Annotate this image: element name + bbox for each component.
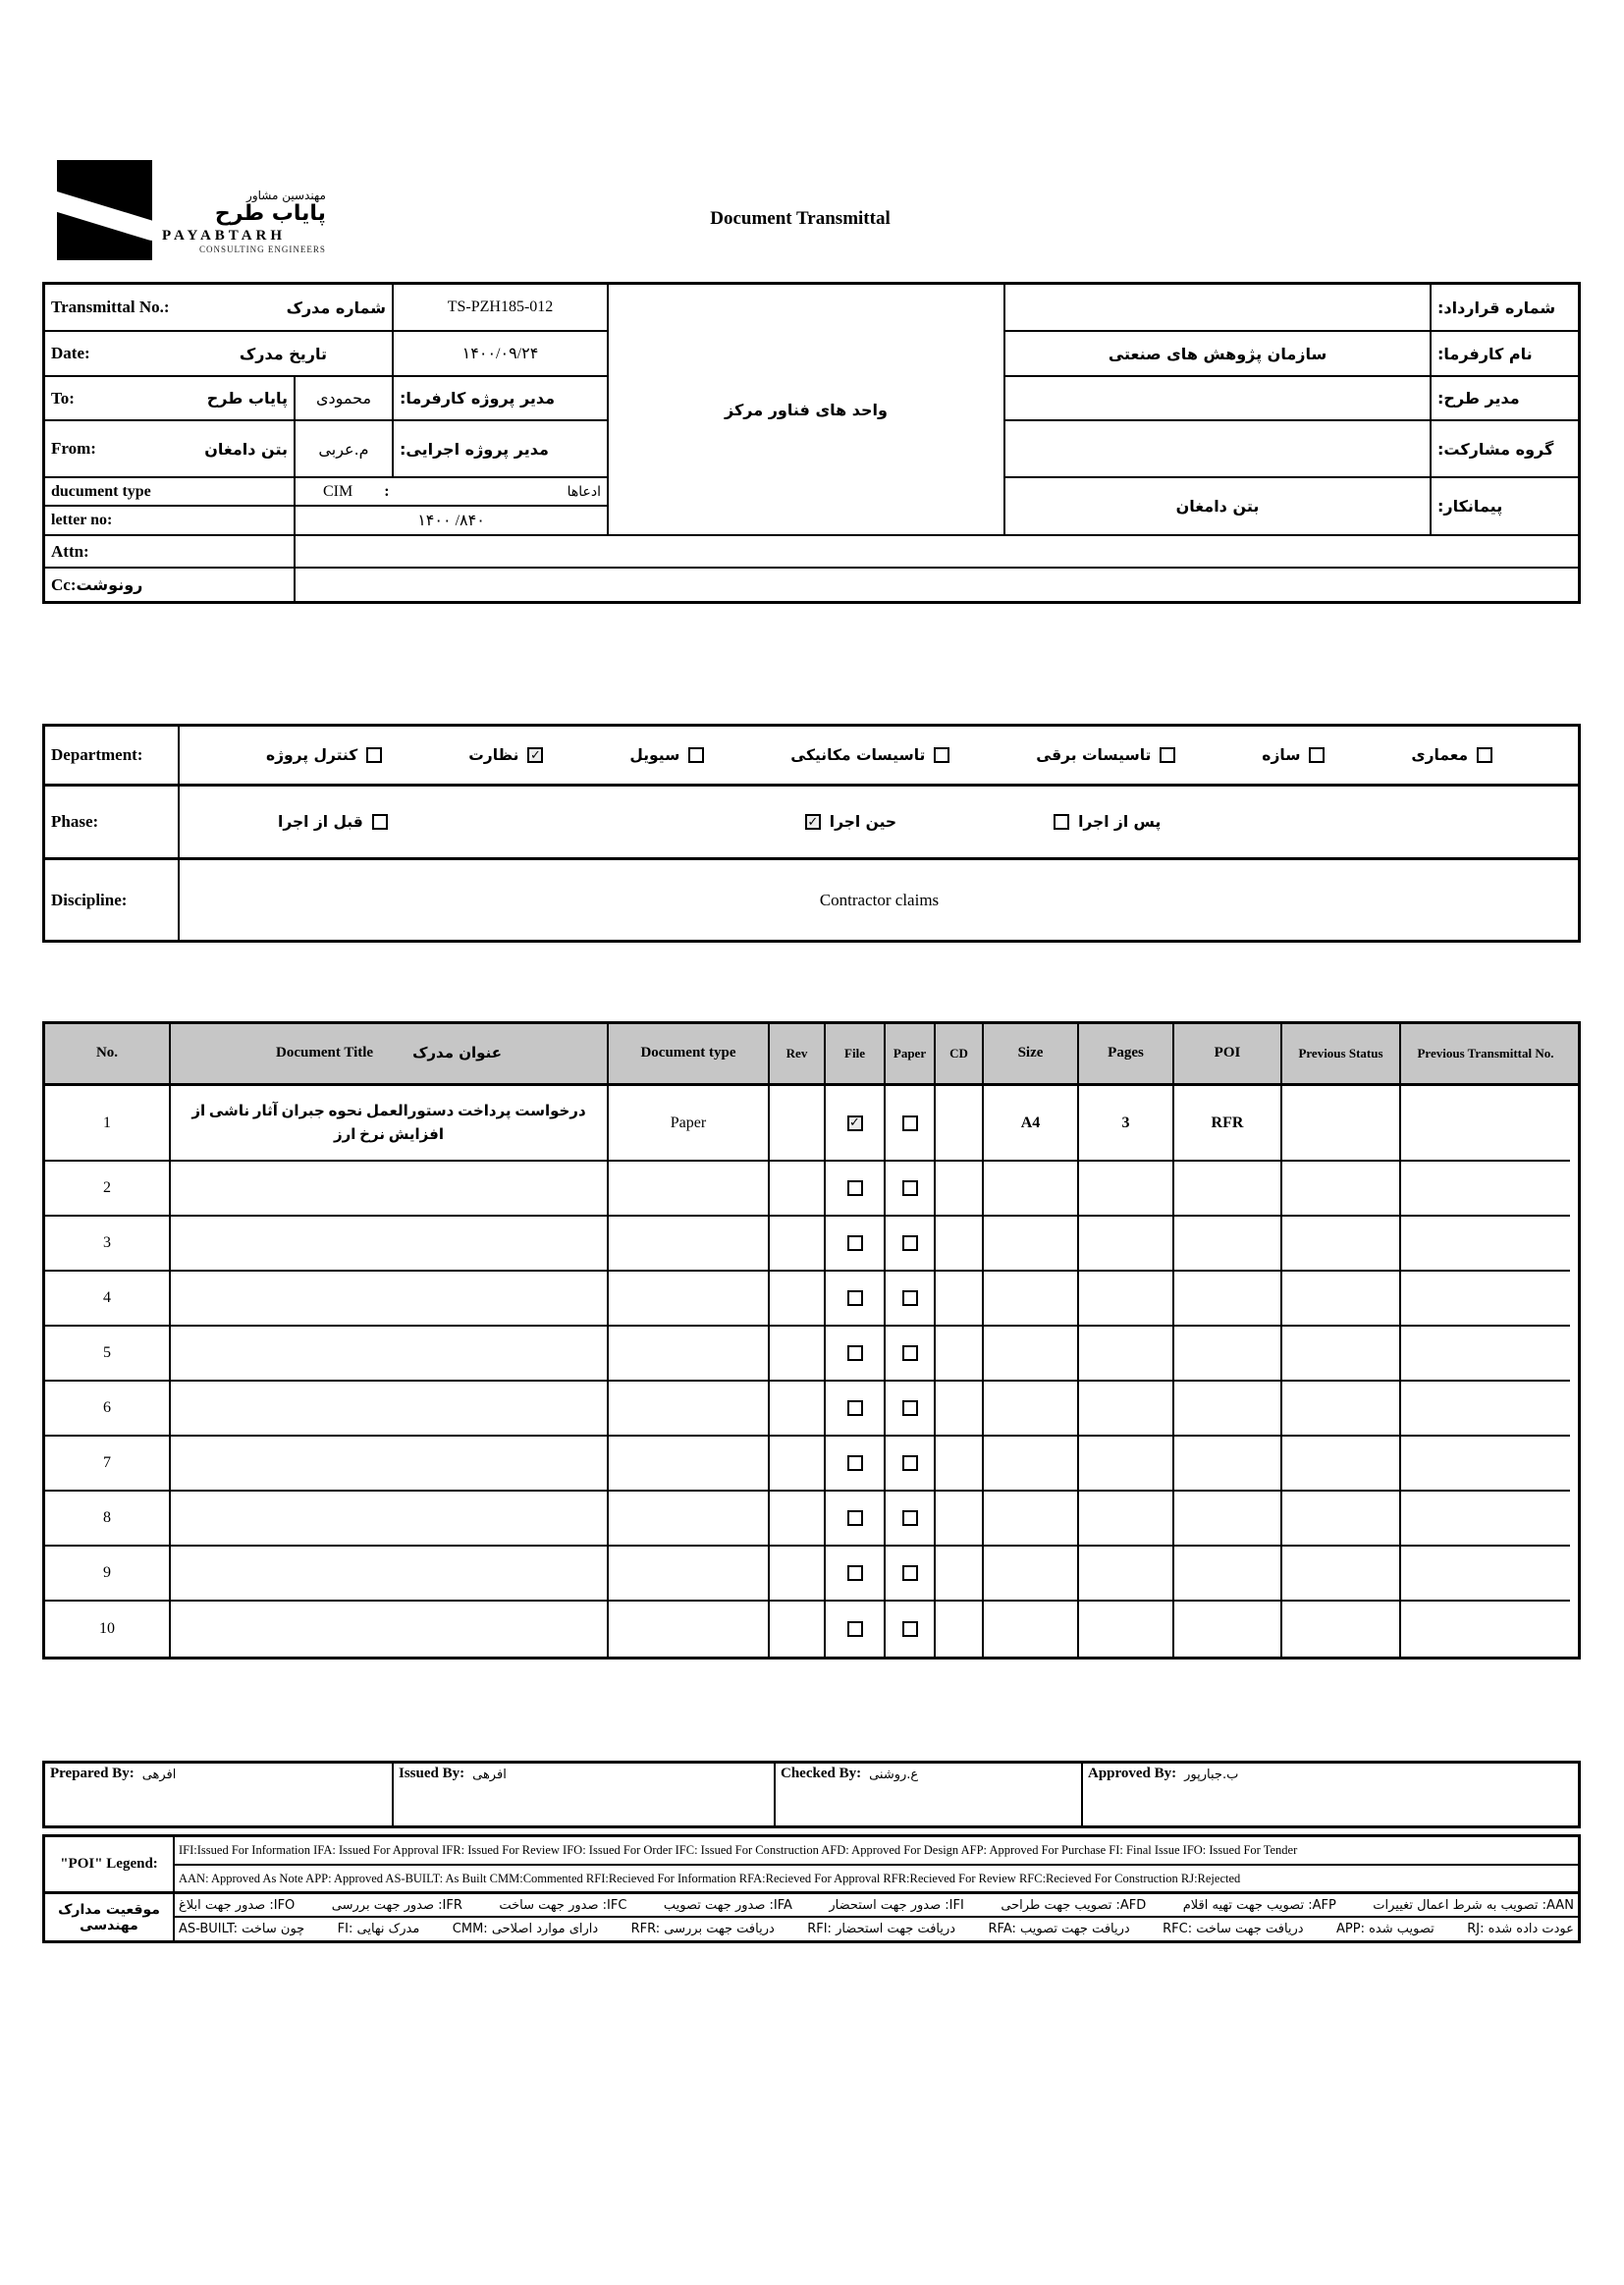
legend-item: RFC: دریافت جهت ساخت xyxy=(1163,1922,1304,1936)
legend-item: صدور جهت استحضار :IFI xyxy=(829,1897,964,1913)
row-prev-status xyxy=(1282,1217,1401,1272)
legend-item: RFA: دریافت جهت تصویب xyxy=(988,1922,1130,1936)
legend-item: تصویب جهت طراحی :AFD xyxy=(1001,1897,1147,1913)
transmittal-no-value: TS-PZH185-012 xyxy=(394,285,609,332)
row-prev-transmittal xyxy=(1401,1382,1570,1437)
row-no: 1 xyxy=(45,1086,171,1162)
row-paper-checkbox xyxy=(886,1382,936,1437)
row-prev-status xyxy=(1282,1547,1401,1602)
legend-item: RFR: دریافت جهت بررسی xyxy=(630,1922,775,1936)
option-item xyxy=(629,746,704,764)
row-doc-type xyxy=(609,1382,770,1437)
col-cd: CD xyxy=(936,1024,984,1083)
row-rev xyxy=(770,1602,826,1657)
col-poi: POI xyxy=(1174,1024,1282,1083)
row-paper-checkbox xyxy=(886,1437,936,1492)
approved-by-name: ب.جبارپور xyxy=(1184,1768,1239,1782)
plan-manager-label: مدیر طرح: xyxy=(1432,377,1578,421)
discipline-value: Contractor claims xyxy=(819,890,940,909)
row-poi xyxy=(1174,1602,1282,1657)
row-doc-type xyxy=(609,1547,770,1602)
prepared-by-name: افرهی xyxy=(141,1768,177,1782)
document-type-value: CIM xyxy=(323,482,353,500)
transmittal-no-label: Transmittal No.: xyxy=(51,298,170,316)
row-prev-status xyxy=(1282,1437,1401,1492)
row-poi xyxy=(1174,1162,1282,1217)
row-prev-status xyxy=(1282,1162,1401,1217)
row-pages xyxy=(1079,1272,1174,1327)
row-size xyxy=(984,1602,1079,1657)
brand-fa-tagline: مهندسین مشاور xyxy=(246,188,326,202)
row-pages xyxy=(1079,1437,1174,1492)
row-prev-transmittal xyxy=(1401,1086,1570,1162)
row-cd xyxy=(936,1437,984,1492)
checkbox-unchecked[interactable] xyxy=(688,747,704,763)
row-no: 6 xyxy=(45,1382,171,1437)
checkbox-unchecked[interactable] xyxy=(902,1290,918,1306)
row-paper-checkbox xyxy=(886,1217,936,1272)
checkbox-unchecked[interactable] xyxy=(902,1345,918,1361)
row-doc-type xyxy=(609,1162,770,1217)
row-poi xyxy=(1174,1492,1282,1547)
row-file-checkbox xyxy=(826,1327,886,1382)
option-label: تاسیسات مکانیکی xyxy=(790,746,926,764)
col-rev: Rev xyxy=(770,1024,826,1083)
checkbox-checked[interactable]: ✓ xyxy=(847,1115,863,1131)
partnership-label: گروه مشارکت: xyxy=(1432,421,1578,478)
row-poi xyxy=(1174,1217,1282,1272)
table-row xyxy=(45,1547,1578,1602)
row-doc-type xyxy=(609,1217,770,1272)
legend-fa-label: موقعیت مدارک مهندسی xyxy=(45,1894,175,1940)
row-prev-transmittal xyxy=(1401,1492,1570,1547)
row-file-checkbox xyxy=(826,1272,886,1327)
row-file-checkbox xyxy=(826,1217,886,1272)
checkbox-unchecked[interactable] xyxy=(847,1290,863,1306)
legend-item: صدور جهت بررسی :IFR xyxy=(331,1897,462,1913)
row-cd xyxy=(936,1382,984,1437)
row-prev-transmittal xyxy=(1401,1437,1570,1492)
cc-label: Cc: xyxy=(51,574,77,594)
row-doc-type xyxy=(609,1492,770,1547)
row-poi xyxy=(1174,1327,1282,1382)
option-item xyxy=(266,746,382,764)
col-pages: Pages xyxy=(1079,1024,1174,1083)
table-row xyxy=(45,1327,1578,1382)
department-items xyxy=(180,746,1579,764)
row-size: A4 xyxy=(984,1086,1079,1162)
date-label: Date: xyxy=(51,344,90,362)
row-doc-type xyxy=(609,1327,770,1382)
row-title: درخواست پرداخت دستورالعمل نحوه جبران آثار ناشی از افزایش نرخ ارز xyxy=(171,1086,609,1162)
row-prev-transmittal xyxy=(1401,1162,1570,1217)
col-title-fa: عنوان مدرک xyxy=(412,1044,502,1062)
department-label: Department: xyxy=(45,727,180,787)
option-item xyxy=(1036,746,1175,764)
legend-item: AS-BUILT: چون ساخت xyxy=(179,1922,305,1936)
checkbox-unchecked[interactable] xyxy=(1160,747,1175,763)
checkbox-unchecked[interactable] xyxy=(366,747,382,763)
row-doc-type xyxy=(609,1272,770,1327)
col-prev-transmittal: Previous Transmittal No. xyxy=(1417,1045,1554,1061)
row-no: 5 xyxy=(45,1327,171,1382)
legend-item: FI: مدرک نهایی xyxy=(337,1922,420,1936)
to-person: محمودی xyxy=(296,377,394,421)
from-value: بتن دامغان xyxy=(204,439,288,459)
row-cd xyxy=(936,1602,984,1657)
row-prev-status xyxy=(1282,1272,1401,1327)
row-poi xyxy=(1174,1272,1282,1327)
plan-manager-value xyxy=(1005,377,1432,421)
table-row xyxy=(45,1437,1578,1492)
poi-legend-label: "POI" Legend: xyxy=(45,1837,175,1894)
document-type-label: ducument type xyxy=(45,478,296,507)
checkbox-checked[interactable]: ✓ xyxy=(527,747,543,763)
client-name-label: نام کارفرما: xyxy=(1432,332,1578,377)
department-row xyxy=(180,727,1579,787)
issued-by-label: Issued By: xyxy=(399,1766,465,1781)
row-pages xyxy=(1079,1492,1174,1547)
row-paper-checkbox xyxy=(886,1272,936,1327)
date-value: ۱۴۰۰/۰۹/۲۴ xyxy=(394,332,609,377)
option-item xyxy=(790,746,949,764)
row-doc-type xyxy=(609,1602,770,1657)
checkbox-unchecked[interactable] xyxy=(902,1180,918,1196)
option-label: نظارت xyxy=(468,746,519,764)
row-title xyxy=(171,1162,609,1217)
checkbox-unchecked[interactable] xyxy=(847,1565,863,1581)
row-title xyxy=(171,1327,609,1382)
row-title xyxy=(171,1382,609,1437)
legend-fa-row1 xyxy=(175,1894,1578,1918)
checkbox-checked[interactable]: ✓ xyxy=(805,814,821,830)
row-rev xyxy=(770,1437,826,1492)
row-no: 9 xyxy=(45,1547,171,1602)
legend-item: RFI: دریافت جهت استحضار xyxy=(807,1922,956,1936)
cc-cell xyxy=(45,569,296,601)
row-prev-transmittal xyxy=(1401,1602,1570,1657)
row-paper-checkbox xyxy=(886,1086,936,1162)
option-item xyxy=(1054,813,1161,831)
row-size xyxy=(984,1162,1079,1217)
legend-item: صدور جهت ابلاغ :IFO xyxy=(179,1897,296,1913)
approved-by-cell xyxy=(1083,1764,1578,1825)
row-pages xyxy=(1079,1382,1174,1437)
from-cell xyxy=(45,421,296,478)
from-person: م.عربی xyxy=(296,421,394,478)
row-file-checkbox xyxy=(826,1382,886,1437)
date-label-cell xyxy=(45,332,394,377)
to-value: پایاب طرح xyxy=(206,389,288,408)
phase-items xyxy=(180,813,1579,831)
header-table xyxy=(42,282,1581,604)
table-row xyxy=(45,1492,1578,1547)
checkbox-unchecked[interactable] xyxy=(372,814,388,830)
date-label-fa: تاریخ مدرک xyxy=(239,344,327,363)
to-label: To: xyxy=(51,388,75,408)
row-size xyxy=(984,1327,1079,1382)
row-title xyxy=(171,1217,609,1272)
row-doc-type: Paper xyxy=(609,1086,770,1162)
row-cd xyxy=(936,1492,984,1547)
row-prev-status xyxy=(1282,1086,1401,1162)
legend-table xyxy=(42,1834,1581,1943)
checkbox-unchecked[interactable] xyxy=(902,1621,918,1637)
row-title xyxy=(171,1272,609,1327)
discipline-row xyxy=(180,860,1579,940)
row-cd xyxy=(936,1327,984,1382)
phase-row xyxy=(180,787,1579,860)
row-cd xyxy=(936,1547,984,1602)
option-label: سازه xyxy=(1262,746,1301,764)
row-title xyxy=(171,1492,609,1547)
row-no: 4 xyxy=(45,1272,171,1327)
cc-label-fa: رونوشت xyxy=(76,575,143,594)
document-type-fa: ادعاها xyxy=(567,483,601,500)
option-item xyxy=(278,813,388,831)
option-item xyxy=(805,813,896,831)
row-no: 10 xyxy=(45,1602,171,1657)
transmittal-no-label-cell xyxy=(45,285,394,332)
checkbox-unchecked[interactable] xyxy=(847,1455,863,1471)
row-prev-transmittal xyxy=(1401,1327,1570,1382)
row-size xyxy=(984,1437,1079,1492)
prepared-by-cell xyxy=(45,1764,394,1825)
checkbox-unchecked[interactable] xyxy=(847,1621,863,1637)
checked-by-name: ع.روشنی xyxy=(869,1768,919,1782)
option-label: پس از اجرا xyxy=(1078,813,1162,831)
row-prev-status xyxy=(1282,1492,1401,1547)
legend-item: تصویب جهت تهیه اقلام :AFP xyxy=(1182,1897,1336,1913)
row-size xyxy=(984,1382,1079,1437)
table-row xyxy=(45,1086,1578,1162)
checkbox-unchecked[interactable] xyxy=(1054,814,1069,830)
row-pages: 3 xyxy=(1079,1086,1174,1162)
legend-item: تصویب به شرط اعمال تغییرات :AAN xyxy=(1373,1897,1574,1913)
row-no: 2 xyxy=(45,1162,171,1217)
table-row xyxy=(45,1217,1578,1272)
approved-by-label: Approved By: xyxy=(1088,1766,1177,1781)
attn-value xyxy=(296,536,1578,569)
row-pages xyxy=(1079,1602,1174,1657)
col-size: Size xyxy=(984,1024,1079,1083)
letter-no-label: letter no: xyxy=(45,507,296,536)
checked-by-cell xyxy=(776,1764,1083,1825)
checkbox-unchecked[interactable] xyxy=(934,747,949,763)
option-label: سیویل xyxy=(629,746,680,764)
option-item xyxy=(1411,746,1492,764)
checkbox-unchecked[interactable] xyxy=(847,1400,863,1416)
checkbox-unchecked[interactable] xyxy=(847,1510,863,1526)
row-pages xyxy=(1079,1547,1174,1602)
row-file-checkbox xyxy=(826,1437,886,1492)
checkbox-unchecked[interactable] xyxy=(847,1235,863,1251)
legend-item: CMM: دارای موارد اصلاحی xyxy=(452,1922,599,1936)
partnership-value xyxy=(1005,421,1432,478)
row-prev-transmittal xyxy=(1401,1547,1570,1602)
row-prev-transmittal xyxy=(1401,1217,1570,1272)
legend-item: صدور جهت تصویب :IFA xyxy=(663,1897,792,1913)
table-row xyxy=(45,1602,1578,1657)
legend-item: APP: تصویب شده xyxy=(1336,1922,1435,1936)
row-rev xyxy=(770,1162,826,1217)
legend-en-row2: AAN: Approved As Note APP: Approved AS-BUILT: As Built CMM:Commented RFI:Recieved For Information RFA:Recieved For Approval RFR:Recieved For Review RFC:Recieved For Construction RJ:Rejected xyxy=(175,1866,1578,1894)
row-cd xyxy=(936,1162,984,1217)
brand-en-name: PAYABTARH xyxy=(162,228,287,244)
exec-pm-label: مدیر پروژه اجرایی: xyxy=(394,421,609,478)
col-file: File xyxy=(826,1024,886,1083)
row-pages xyxy=(1079,1217,1174,1272)
option-label: معماری xyxy=(1411,746,1469,764)
row-pages xyxy=(1079,1327,1174,1382)
legend-item: RJ: عودت داده شده xyxy=(1467,1922,1574,1936)
checkbox-unchecked[interactable] xyxy=(847,1345,863,1361)
row-rev xyxy=(770,1492,826,1547)
row-doc-type xyxy=(609,1437,770,1492)
row-size xyxy=(984,1547,1079,1602)
issued-by-name: افرهی xyxy=(472,1768,507,1782)
attn-label: Attn: xyxy=(45,536,296,569)
checkbox-unchecked[interactable] xyxy=(902,1455,918,1471)
row-no: 3 xyxy=(45,1217,171,1272)
col-paper: Paper xyxy=(886,1024,936,1083)
row-cd xyxy=(936,1086,984,1162)
option-label: تاسیسات برقی xyxy=(1036,746,1152,764)
brand-en-tagline: CONSULTING ENGINEERS xyxy=(199,245,326,254)
row-prev-status xyxy=(1282,1602,1401,1657)
to-cell xyxy=(45,377,296,421)
legend-en-row1: IFI:Issued For Information IFA: Issued For Approval IFR: Issued For Review IFO: Issued For Order IFC: Issued For Construction AFD: Approved For Design AFP: Approved For Purchase FI: Final Issue IFO: Issued For Tender xyxy=(175,1837,1578,1866)
row-paper-checkbox xyxy=(886,1492,936,1547)
row-title xyxy=(171,1602,609,1657)
row-rev xyxy=(770,1382,826,1437)
issued-by-cell xyxy=(394,1764,776,1825)
row-size xyxy=(984,1492,1079,1547)
legend-fa-row2 xyxy=(175,1918,1578,1940)
row-file-checkbox xyxy=(826,1086,886,1162)
row-paper-checkbox xyxy=(886,1162,936,1217)
checkbox-unchecked[interactable] xyxy=(902,1115,918,1131)
row-rev xyxy=(770,1272,826,1327)
checked-by-label: Checked By: xyxy=(781,1766,862,1781)
row-poi xyxy=(1174,1382,1282,1437)
option-label: حین اجرا xyxy=(829,813,897,831)
table-row xyxy=(45,1272,1578,1327)
row-no: 7 xyxy=(45,1437,171,1492)
row-rev xyxy=(770,1327,826,1382)
table-row xyxy=(45,1382,1578,1437)
row-size xyxy=(984,1272,1079,1327)
checkbox-unchecked[interactable] xyxy=(1477,747,1492,763)
checkbox-unchecked[interactable] xyxy=(847,1180,863,1196)
signatures-row xyxy=(42,1761,1581,1828)
checkbox-unchecked[interactable] xyxy=(902,1235,918,1251)
option-label: قبل از اجرا xyxy=(278,813,363,831)
row-no: 8 xyxy=(45,1492,171,1547)
row-file-checkbox xyxy=(826,1492,886,1547)
documents-table xyxy=(42,1021,1581,1659)
discipline-label: Discipline: xyxy=(45,860,180,940)
col-title-en: Document Title xyxy=(276,1045,374,1061)
row-poi xyxy=(1174,1547,1282,1602)
table-row xyxy=(45,1162,1578,1217)
row-cd xyxy=(936,1272,984,1327)
col-no: No. xyxy=(45,1024,171,1083)
row-paper-checkbox xyxy=(886,1602,936,1657)
letter-no-value: ۱۴۰۰ /۸۴۰ xyxy=(296,507,609,536)
prepared-by-label: Prepared By: xyxy=(50,1766,135,1781)
row-title xyxy=(171,1437,609,1492)
col-doc-type: Document type xyxy=(609,1024,770,1083)
document-type-colon: : xyxy=(384,482,390,500)
row-title xyxy=(171,1547,609,1602)
row-poi xyxy=(1174,1437,1282,1492)
contractor-label: پیمانکار: xyxy=(1432,478,1578,536)
cc-value xyxy=(296,569,1578,601)
classification-table xyxy=(42,724,1581,943)
row-poi: RFR xyxy=(1174,1086,1282,1162)
checkbox-unchecked[interactable] xyxy=(902,1400,918,1416)
option-label: کنترل پروژه xyxy=(265,746,358,764)
contractor-value: بتن دامغان xyxy=(1005,478,1432,536)
option-item xyxy=(1262,746,1325,764)
row-size xyxy=(984,1217,1079,1272)
row-rev xyxy=(770,1547,826,1602)
phase-label: Phase: xyxy=(45,787,180,860)
project-name-cell: واحد های فناور مرکز xyxy=(609,285,1005,536)
col-title xyxy=(171,1024,609,1083)
row-rev xyxy=(770,1086,826,1162)
row-file-checkbox xyxy=(826,1547,886,1602)
contract-no-value xyxy=(1005,285,1432,332)
row-prev-status xyxy=(1282,1382,1401,1437)
row-pages xyxy=(1079,1162,1174,1217)
brand-fa-name: پایاب طرح xyxy=(214,200,326,226)
client-pm-label: مدیر پروژه کارفرما: xyxy=(394,377,609,421)
option-item xyxy=(468,746,543,764)
client-name-value: سازمان پژوهش های صنعتی xyxy=(1005,332,1432,377)
document-type-cell xyxy=(296,478,609,507)
row-cd xyxy=(936,1217,984,1272)
row-paper-checkbox xyxy=(886,1547,936,1602)
row-prev-status xyxy=(1282,1327,1401,1382)
checkbox-unchecked[interactable] xyxy=(902,1510,918,1526)
page-title: Document Transmittal xyxy=(710,208,891,229)
document-rows xyxy=(45,1086,1578,1657)
checkbox-unchecked[interactable] xyxy=(902,1565,918,1581)
checkbox-unchecked[interactable] xyxy=(1309,747,1325,763)
row-file-checkbox xyxy=(826,1602,886,1657)
row-rev xyxy=(770,1217,826,1272)
row-paper-checkbox xyxy=(886,1327,936,1382)
from-label: From: xyxy=(51,439,96,458)
row-prev-transmittal xyxy=(1401,1272,1570,1327)
row-file-checkbox xyxy=(826,1162,886,1217)
col-prev-status: Previous Status xyxy=(1282,1024,1401,1083)
contract-no-label: شماره قرارداد: xyxy=(1432,285,1578,332)
documents-table-header xyxy=(45,1024,1578,1086)
legend-item: صدور جهت ساخت :IFC xyxy=(499,1897,627,1913)
transmittal-no-label-fa: شماره مدرک xyxy=(286,298,386,317)
